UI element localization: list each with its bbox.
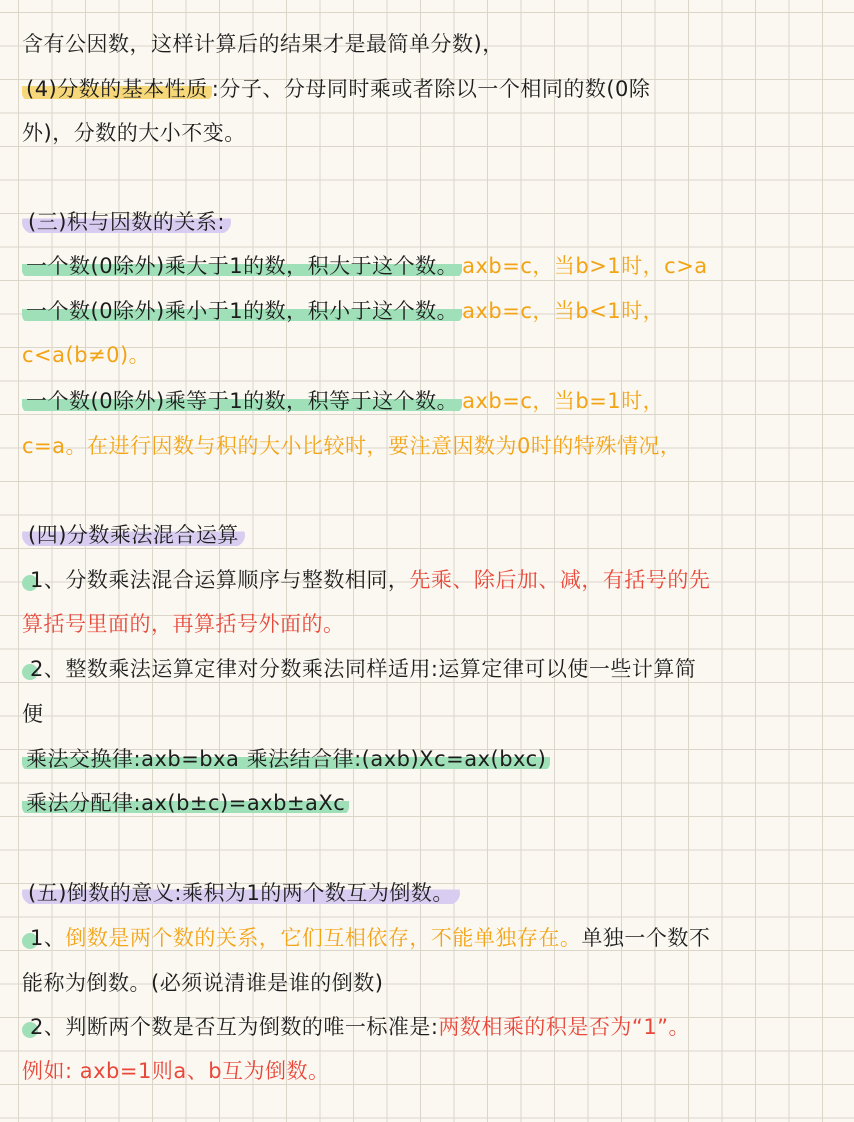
highlighted-text: 一个数(0除外)乘小于1的数，积小于这个数。: [22, 299, 462, 323]
note-text: 算括号里面的，再算括号外面的。: [22, 612, 345, 636]
note-text: 1、分数乘法混合运算顺序与整数相同，: [30, 568, 410, 592]
note-text: 先乘、除后加、减，有括号的先: [409, 568, 711, 592]
note-line: [22, 431, 848, 461]
note-text: c<a(b≠0)。: [22, 343, 151, 367]
note-text: 单独一个数不: [581, 926, 711, 950]
note-line: [22, 968, 848, 998]
highlighted-text: (三)积与因数的关系:: [22, 210, 231, 234]
highlighted-text: (五)倒数的意义:乘积为1的两个数互为倒数。: [22, 881, 460, 905]
highlighted-text: 一个数(0除外)乘大于1的数，积大于这个数。: [22, 254, 462, 278]
highlighted-text: (4)分数的基本性质: [22, 77, 212, 101]
note-text: 便: [22, 702, 44, 726]
note-text: axb=c，当b<1时，: [462, 299, 665, 323]
note-line: [22, 74, 848, 104]
note-line: [22, 609, 848, 639]
note-line: [22, 520, 848, 550]
note-line: [22, 744, 848, 774]
note-line: [22, 923, 848, 953]
note-line: [22, 1056, 848, 1086]
note-text: axb=c，当b>1时，c>a: [462, 254, 708, 278]
note-text: 2、整数乘法运算定律对分数乘法同样适用:运算定律可以使一些计算简: [30, 657, 697, 681]
note-text: c=a。在进行因数与积的大小比较时，要注意因数为0时的特殊情况，: [22, 434, 682, 458]
note-text: 例如: axb=1则a、b互为倒数。: [22, 1059, 330, 1083]
highlighted-text: 一个数(0除外)乘等于1的数，积等于这个数。: [22, 389, 462, 413]
note-text: 能称为倒数。(必须说清谁是谁的倒数): [22, 971, 384, 995]
note-line: [22, 699, 848, 729]
note-text: :分子、分母同时乘或者除以一个相同的数(0除: [211, 77, 651, 101]
note-text: axb=c，当b=1时，: [462, 389, 665, 413]
note-text: 外)，分数的大小不变。: [22, 121, 246, 145]
note-line: [22, 788, 848, 818]
note-line: [22, 29, 848, 59]
note-text: 含有公因数，这样计算后的结果才是最简单分数)，: [22, 32, 504, 56]
note-line: [22, 1012, 848, 1042]
note-line: [22, 386, 848, 416]
highlighted-text: 乘法分配律:ax(b±c)=axb±aXc: [22, 791, 349, 815]
note-line: [22, 118, 848, 148]
note-text: 2、判断两个数是否互为倒数的唯一标准是:: [30, 1015, 439, 1039]
note-line: [22, 565, 848, 595]
highlighted-text: 乘法交换律:axb=bxa 乘法结合律:(axb)Xc=ax(bxc): [22, 747, 550, 771]
note-line: [22, 207, 848, 237]
note-line: [22, 654, 848, 684]
note-line: [22, 251, 848, 281]
note-line: [22, 340, 848, 370]
note-text: 倒数是两个数的关系，它们互相依存，不能单独存在。: [65, 926, 582, 950]
note-line: [22, 296, 848, 326]
note-line: [22, 878, 848, 908]
note-text: 1、: [30, 926, 66, 950]
highlighted-text: (四)分数乘法混合运算: [22, 523, 245, 547]
note-text: 两数相乘的积是否为“1”。: [438, 1015, 691, 1039]
